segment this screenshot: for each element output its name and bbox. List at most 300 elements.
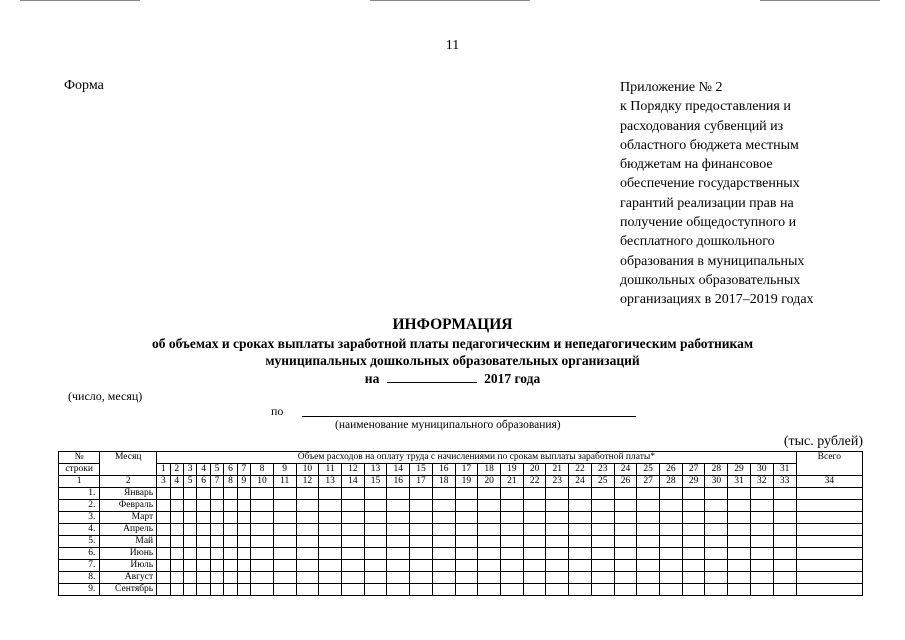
day-value-cell[interactable] bbox=[546, 512, 569, 524]
day-value-cell[interactable] bbox=[170, 536, 183, 548]
day-value-cell[interactable] bbox=[432, 500, 455, 512]
day-value-cell[interactable] bbox=[237, 572, 250, 584]
day-value-cell[interactable] bbox=[251, 488, 274, 500]
day-value-cell[interactable] bbox=[728, 548, 751, 560]
day-value-cell[interactable] bbox=[546, 524, 569, 536]
day-value-cell[interactable] bbox=[773, 560, 796, 572]
day-value-cell[interactable] bbox=[773, 584, 796, 596]
day-value-cell[interactable] bbox=[197, 584, 210, 596]
day-value-cell[interactable] bbox=[432, 512, 455, 524]
day-value-cell[interactable] bbox=[197, 560, 210, 572]
day-value-cell[interactable] bbox=[251, 548, 274, 560]
day-value-cell[interactable] bbox=[183, 500, 196, 512]
day-value-cell[interactable] bbox=[387, 584, 410, 596]
total-value-cell[interactable] bbox=[796, 548, 862, 560]
day-value-cell[interactable] bbox=[569, 560, 592, 572]
day-value-cell[interactable] bbox=[341, 536, 364, 548]
day-value-cell[interactable] bbox=[569, 536, 592, 548]
day-value-cell[interactable] bbox=[637, 548, 660, 560]
day-value-cell[interactable] bbox=[157, 548, 170, 560]
row-month: Январь bbox=[100, 488, 157, 500]
day-value-cell[interactable] bbox=[637, 524, 660, 536]
day-value-cell[interactable] bbox=[591, 488, 614, 500]
day-value-cell[interactable] bbox=[546, 488, 569, 500]
day-value-cell[interactable] bbox=[432, 524, 455, 536]
day-value-cell[interactable] bbox=[614, 500, 637, 512]
day-value-cell[interactable] bbox=[183, 488, 196, 500]
day-value-cell[interactable] bbox=[319, 584, 342, 596]
day-value-cell[interactable] bbox=[210, 536, 223, 548]
day-value-cell[interactable] bbox=[591, 536, 614, 548]
day-value-cell[interactable] bbox=[728, 500, 751, 512]
day-value-cell[interactable] bbox=[273, 548, 296, 560]
day-value-cell[interactable] bbox=[523, 500, 546, 512]
day-value-cell[interactable] bbox=[591, 500, 614, 512]
day-value-cell[interactable] bbox=[478, 488, 501, 500]
day-value-cell[interactable] bbox=[364, 584, 387, 596]
day-value-cell[interactable] bbox=[682, 500, 705, 512]
day-value-cell[interactable] bbox=[455, 560, 478, 572]
day-value-cell[interactable] bbox=[273, 536, 296, 548]
day-value-cell[interactable] bbox=[682, 512, 705, 524]
day-value-cell[interactable] bbox=[705, 548, 728, 560]
day-value-cell[interactable] bbox=[478, 560, 501, 572]
header-day: 4 bbox=[197, 464, 210, 476]
day-value-cell[interactable] bbox=[170, 488, 183, 500]
day-value-cell[interactable] bbox=[455, 512, 478, 524]
index-cell: 13 bbox=[319, 476, 342, 488]
day-value-cell[interactable] bbox=[614, 512, 637, 524]
day-value-cell[interactable] bbox=[210, 524, 223, 536]
day-value-cell[interactable] bbox=[637, 500, 660, 512]
day-value-cell[interactable] bbox=[591, 524, 614, 536]
total-value-cell[interactable] bbox=[796, 512, 862, 524]
day-value-cell[interactable] bbox=[296, 512, 319, 524]
day-value-cell[interactable] bbox=[614, 572, 637, 584]
day-value-cell[interactable] bbox=[319, 500, 342, 512]
day-value-cell[interactable] bbox=[773, 536, 796, 548]
day-value-cell[interactable] bbox=[183, 536, 196, 548]
day-value-cell[interactable] bbox=[500, 524, 523, 536]
day-value-cell[interactable] bbox=[224, 548, 237, 560]
day-value-cell[interactable] bbox=[523, 488, 546, 500]
day-value-cell[interactable] bbox=[682, 536, 705, 548]
day-value-cell[interactable] bbox=[569, 512, 592, 524]
day-value-cell[interactable] bbox=[500, 572, 523, 584]
index-cell: 27 bbox=[637, 476, 660, 488]
day-value-cell[interactable] bbox=[387, 572, 410, 584]
day-value-cell[interactable] bbox=[387, 536, 410, 548]
day-value-cell[interactable] bbox=[500, 488, 523, 500]
total-value-cell[interactable] bbox=[796, 524, 862, 536]
day-value-cell[interactable] bbox=[319, 572, 342, 584]
total-value-cell[interactable] bbox=[796, 500, 862, 512]
day-value-cell[interactable] bbox=[705, 584, 728, 596]
day-value-cell[interactable] bbox=[637, 488, 660, 500]
day-value-cell[interactable] bbox=[197, 572, 210, 584]
day-value-cell[interactable] bbox=[296, 572, 319, 584]
day-value-cell[interactable] bbox=[210, 548, 223, 560]
day-value-cell[interactable] bbox=[705, 524, 728, 536]
day-value-cell[interactable] bbox=[341, 500, 364, 512]
day-value-cell[interactable] bbox=[319, 548, 342, 560]
day-value-cell[interactable] bbox=[183, 548, 196, 560]
day-value-cell[interactable] bbox=[197, 524, 210, 536]
day-value-cell[interactable] bbox=[364, 500, 387, 512]
day-value-cell[interactable] bbox=[170, 548, 183, 560]
day-value-cell[interactable] bbox=[210, 572, 223, 584]
day-value-cell[interactable] bbox=[591, 584, 614, 596]
day-value-cell[interactable] bbox=[728, 488, 751, 500]
day-value-cell[interactable] bbox=[750, 488, 773, 500]
day-value-cell[interactable] bbox=[157, 524, 170, 536]
day-value-cell[interactable] bbox=[637, 584, 660, 596]
day-value-cell[interactable] bbox=[319, 524, 342, 536]
day-value-cell[interactable] bbox=[750, 512, 773, 524]
day-value-cell[interactable] bbox=[750, 536, 773, 548]
day-value-cell[interactable] bbox=[157, 584, 170, 596]
day-value-cell[interactable] bbox=[432, 548, 455, 560]
day-value-cell[interactable] bbox=[660, 548, 683, 560]
day-value-cell[interactable] bbox=[183, 512, 196, 524]
day-value-cell[interactable] bbox=[341, 548, 364, 560]
day-value-cell[interactable] bbox=[591, 572, 614, 584]
day-value-cell[interactable] bbox=[750, 560, 773, 572]
day-value-cell[interactable] bbox=[705, 536, 728, 548]
day-value-cell[interactable] bbox=[546, 500, 569, 512]
total-value-cell[interactable] bbox=[796, 488, 862, 500]
day-value-cell[interactable] bbox=[237, 560, 250, 572]
day-value-cell[interactable] bbox=[237, 536, 250, 548]
day-value-cell[interactable] bbox=[614, 488, 637, 500]
day-value-cell[interactable] bbox=[432, 572, 455, 584]
day-value-cell[interactable] bbox=[750, 548, 773, 560]
day-value-cell[interactable] bbox=[728, 572, 751, 584]
day-value-cell[interactable] bbox=[183, 524, 196, 536]
day-value-cell[interactable] bbox=[224, 572, 237, 584]
header-day: 21 bbox=[546, 464, 569, 476]
day-value-cell[interactable] bbox=[210, 584, 223, 596]
day-value-cell[interactable] bbox=[210, 500, 223, 512]
day-value-cell[interactable] bbox=[682, 560, 705, 572]
day-value-cell[interactable] bbox=[410, 488, 433, 500]
day-value-cell[interactable] bbox=[614, 560, 637, 572]
day-value-cell[interactable] bbox=[410, 560, 433, 572]
day-value-cell[interactable] bbox=[614, 536, 637, 548]
day-value-cell[interactable] bbox=[296, 548, 319, 560]
day-value-cell[interactable] bbox=[500, 536, 523, 548]
day-value-cell[interactable] bbox=[773, 512, 796, 524]
day-value-cell[interactable] bbox=[478, 500, 501, 512]
day-value-cell[interactable] bbox=[364, 572, 387, 584]
day-value-cell[interactable] bbox=[237, 524, 250, 536]
day-value-cell[interactable] bbox=[432, 584, 455, 596]
day-value-cell[interactable] bbox=[410, 500, 433, 512]
day-value-cell[interactable] bbox=[660, 512, 683, 524]
day-value-cell[interactable] bbox=[157, 560, 170, 572]
day-value-cell[interactable] bbox=[183, 584, 196, 596]
day-value-cell[interactable] bbox=[387, 548, 410, 560]
day-value-cell[interactable] bbox=[432, 536, 455, 548]
day-value-cell[interactable] bbox=[341, 524, 364, 536]
day-value-cell[interactable] bbox=[546, 548, 569, 560]
day-value-cell[interactable] bbox=[660, 560, 683, 572]
day-value-cell[interactable] bbox=[197, 500, 210, 512]
day-value-cell[interactable] bbox=[410, 584, 433, 596]
day-value-cell[interactable] bbox=[750, 524, 773, 536]
day-value-cell[interactable] bbox=[591, 560, 614, 572]
day-value-cell[interactable] bbox=[364, 524, 387, 536]
day-value-cell[interactable] bbox=[296, 500, 319, 512]
day-value-cell[interactable] bbox=[660, 536, 683, 548]
day-value-cell[interactable] bbox=[296, 488, 319, 500]
day-value-cell[interactable] bbox=[546, 572, 569, 584]
day-value-cell[interactable] bbox=[237, 584, 250, 596]
day-value-cell[interactable] bbox=[170, 524, 183, 536]
day-value-cell[interactable] bbox=[614, 524, 637, 536]
day-value-cell[interactable] bbox=[296, 560, 319, 572]
day-value-cell[interactable] bbox=[341, 488, 364, 500]
day-value-cell[interactable] bbox=[682, 488, 705, 500]
day-value-cell[interactable] bbox=[523, 548, 546, 560]
day-value-cell[interactable] bbox=[569, 488, 592, 500]
day-value-cell[interactable] bbox=[224, 500, 237, 512]
day-value-cell[interactable] bbox=[523, 572, 546, 584]
day-value-cell[interactable] bbox=[705, 488, 728, 500]
day-value-cell[interactable] bbox=[614, 584, 637, 596]
day-value-cell[interactable] bbox=[773, 548, 796, 560]
day-value-cell[interactable] bbox=[319, 560, 342, 572]
day-value-cell[interactable] bbox=[682, 584, 705, 596]
day-value-cell[interactable] bbox=[432, 488, 455, 500]
day-value-cell[interactable] bbox=[410, 536, 433, 548]
day-value-cell[interactable] bbox=[773, 524, 796, 536]
day-value-cell[interactable] bbox=[591, 512, 614, 524]
day-value-cell[interactable] bbox=[569, 524, 592, 536]
day-value-cell[interactable] bbox=[157, 500, 170, 512]
day-value-cell[interactable] bbox=[455, 548, 478, 560]
day-value-cell[interactable] bbox=[682, 572, 705, 584]
day-value-cell[interactable] bbox=[364, 548, 387, 560]
day-value-cell[interactable] bbox=[237, 548, 250, 560]
day-value-cell[interactable] bbox=[637, 536, 660, 548]
day-value-cell[interactable] bbox=[319, 488, 342, 500]
day-value-cell[interactable] bbox=[273, 560, 296, 572]
day-value-cell[interactable] bbox=[523, 512, 546, 524]
day-value-cell[interactable] bbox=[251, 536, 274, 548]
day-value-cell[interactable] bbox=[705, 500, 728, 512]
day-value-cell[interactable] bbox=[170, 560, 183, 572]
day-value-cell[interactable] bbox=[273, 512, 296, 524]
day-value-cell[interactable] bbox=[569, 584, 592, 596]
day-value-cell[interactable] bbox=[455, 488, 478, 500]
day-value-cell[interactable] bbox=[224, 536, 237, 548]
day-value-cell[interactable] bbox=[237, 500, 250, 512]
day-value-cell[interactable] bbox=[251, 572, 274, 584]
header-day: 7 bbox=[237, 464, 250, 476]
day-value-cell[interactable] bbox=[157, 488, 170, 500]
day-value-cell[interactable] bbox=[364, 560, 387, 572]
day-value-cell[interactable] bbox=[410, 572, 433, 584]
day-value-cell[interactable] bbox=[410, 524, 433, 536]
day-value-cell[interactable] bbox=[197, 548, 210, 560]
day-value-cell[interactable] bbox=[455, 584, 478, 596]
day-value-cell[interactable] bbox=[410, 548, 433, 560]
day-value-cell[interactable] bbox=[750, 572, 773, 584]
day-value-cell[interactable] bbox=[728, 560, 751, 572]
day-value-cell[interactable] bbox=[364, 488, 387, 500]
day-value-cell[interactable] bbox=[455, 572, 478, 584]
day-value-cell[interactable] bbox=[660, 524, 683, 536]
day-value-cell[interactable] bbox=[387, 560, 410, 572]
day-value-cell[interactable] bbox=[728, 584, 751, 596]
day-value-cell[interactable] bbox=[546, 584, 569, 596]
day-value-cell[interactable] bbox=[660, 572, 683, 584]
day-value-cell[interactable] bbox=[705, 572, 728, 584]
day-value-cell[interactable] bbox=[478, 548, 501, 560]
day-value-cell[interactable] bbox=[224, 584, 237, 596]
day-value-cell[interactable] bbox=[237, 512, 250, 524]
date-blank-field[interactable] bbox=[387, 371, 477, 383]
day-value-cell[interactable] bbox=[569, 572, 592, 584]
day-value-cell[interactable] bbox=[523, 524, 546, 536]
day-value-cell[interactable] bbox=[224, 512, 237, 524]
day-value-cell[interactable] bbox=[197, 536, 210, 548]
day-value-cell[interactable] bbox=[614, 548, 637, 560]
day-value-cell[interactable] bbox=[660, 584, 683, 596]
day-value-cell[interactable] bbox=[682, 548, 705, 560]
day-value-cell[interactable] bbox=[523, 584, 546, 596]
day-value-cell[interactable] bbox=[455, 524, 478, 536]
day-value-cell[interactable] bbox=[210, 488, 223, 500]
day-value-cell[interactable] bbox=[251, 584, 274, 596]
municipality-blank-field[interactable] bbox=[302, 416, 636, 417]
day-value-cell[interactable] bbox=[224, 488, 237, 500]
day-value-cell[interactable] bbox=[273, 488, 296, 500]
day-value-cell[interactable] bbox=[273, 584, 296, 596]
day-value-cell[interactable] bbox=[478, 536, 501, 548]
day-value-cell[interactable] bbox=[387, 500, 410, 512]
day-value-cell[interactable] bbox=[341, 512, 364, 524]
day-value-cell[interactable] bbox=[569, 500, 592, 512]
day-value-cell[interactable] bbox=[197, 512, 210, 524]
day-value-cell[interactable] bbox=[210, 560, 223, 572]
day-value-cell[interactable] bbox=[251, 524, 274, 536]
total-value-cell[interactable] bbox=[796, 584, 862, 596]
day-value-cell[interactable] bbox=[660, 500, 683, 512]
day-value-cell[interactable] bbox=[546, 560, 569, 572]
day-value-cell[interactable] bbox=[183, 572, 196, 584]
day-value-cell[interactable] bbox=[773, 500, 796, 512]
day-value-cell[interactable] bbox=[637, 512, 660, 524]
day-value-cell[interactable] bbox=[546, 536, 569, 548]
day-value-cell[interactable] bbox=[682, 524, 705, 536]
day-value-cell[interactable] bbox=[455, 500, 478, 512]
day-value-cell[interactable] bbox=[478, 512, 501, 524]
day-value-cell[interactable] bbox=[157, 572, 170, 584]
day-value-cell[interactable] bbox=[251, 560, 274, 572]
day-value-cell[interactable] bbox=[273, 524, 296, 536]
day-value-cell[interactable] bbox=[157, 512, 170, 524]
header-day: 8 bbox=[251, 464, 274, 476]
day-value-cell[interactable] bbox=[296, 584, 319, 596]
day-value-cell[interactable] bbox=[773, 572, 796, 584]
day-value-cell[interactable] bbox=[273, 500, 296, 512]
appendix-line: расходования субвенций из bbox=[620, 118, 784, 134]
day-value-cell[interactable] bbox=[319, 536, 342, 548]
day-value-cell[interactable] bbox=[569, 548, 592, 560]
day-value-cell[interactable] bbox=[157, 536, 170, 548]
day-value-cell[interactable] bbox=[410, 512, 433, 524]
day-value-cell[interactable] bbox=[750, 584, 773, 596]
day-value-cell[interactable] bbox=[364, 512, 387, 524]
day-value-cell[interactable] bbox=[750, 500, 773, 512]
day-value-cell[interactable] bbox=[224, 524, 237, 536]
day-value-cell[interactable] bbox=[773, 488, 796, 500]
day-value-cell[interactable] bbox=[478, 524, 501, 536]
day-value-cell[interactable] bbox=[500, 560, 523, 572]
total-value-cell[interactable] bbox=[796, 572, 862, 584]
day-value-cell[interactable] bbox=[478, 572, 501, 584]
day-value-cell[interactable] bbox=[170, 500, 183, 512]
day-value-cell[interactable] bbox=[591, 548, 614, 560]
day-value-cell[interactable] bbox=[500, 512, 523, 524]
day-value-cell[interactable] bbox=[637, 560, 660, 572]
day-value-cell[interactable] bbox=[387, 488, 410, 500]
day-value-cell[interactable] bbox=[387, 524, 410, 536]
day-value-cell[interactable] bbox=[210, 512, 223, 524]
day-value-cell[interactable] bbox=[728, 536, 751, 548]
day-value-cell[interactable] bbox=[364, 536, 387, 548]
day-value-cell[interactable] bbox=[296, 536, 319, 548]
day-value-cell[interactable] bbox=[705, 560, 728, 572]
day-value-cell[interactable] bbox=[341, 584, 364, 596]
day-value-cell[interactable] bbox=[251, 500, 274, 512]
day-value-cell[interactable] bbox=[224, 560, 237, 572]
day-value-cell[interactable] bbox=[170, 572, 183, 584]
day-value-cell[interactable] bbox=[728, 512, 751, 524]
day-value-cell[interactable] bbox=[296, 524, 319, 536]
index-cell: 9 bbox=[237, 476, 250, 488]
day-value-cell[interactable] bbox=[660, 488, 683, 500]
day-value-cell[interactable] bbox=[455, 536, 478, 548]
day-value-cell[interactable] bbox=[251, 512, 274, 524]
day-value-cell[interactable] bbox=[523, 560, 546, 572]
row-number: 9. bbox=[59, 584, 100, 596]
day-value-cell[interactable] bbox=[387, 512, 410, 524]
total-value-cell[interactable] bbox=[796, 536, 862, 548]
day-value-cell[interactable] bbox=[637, 572, 660, 584]
total-value-cell[interactable] bbox=[796, 560, 862, 572]
day-value-cell[interactable] bbox=[523, 536, 546, 548]
day-value-cell[interactable] bbox=[273, 572, 296, 584]
day-value-cell[interactable] bbox=[170, 584, 183, 596]
day-value-cell[interactable] bbox=[319, 512, 342, 524]
day-value-cell[interactable] bbox=[170, 512, 183, 524]
day-value-cell[interactable] bbox=[500, 500, 523, 512]
day-value-cell[interactable] bbox=[341, 572, 364, 584]
day-value-cell[interactable] bbox=[341, 560, 364, 572]
day-value-cell[interactable] bbox=[500, 548, 523, 560]
day-value-cell[interactable] bbox=[500, 584, 523, 596]
day-value-cell[interactable] bbox=[705, 512, 728, 524]
day-value-cell[interactable] bbox=[183, 560, 196, 572]
day-value-cell[interactable] bbox=[237, 488, 250, 500]
day-value-cell[interactable] bbox=[432, 560, 455, 572]
day-value-cell[interactable] bbox=[478, 584, 501, 596]
day-value-cell[interactable] bbox=[728, 524, 751, 536]
day-value-cell[interactable] bbox=[197, 488, 210, 500]
